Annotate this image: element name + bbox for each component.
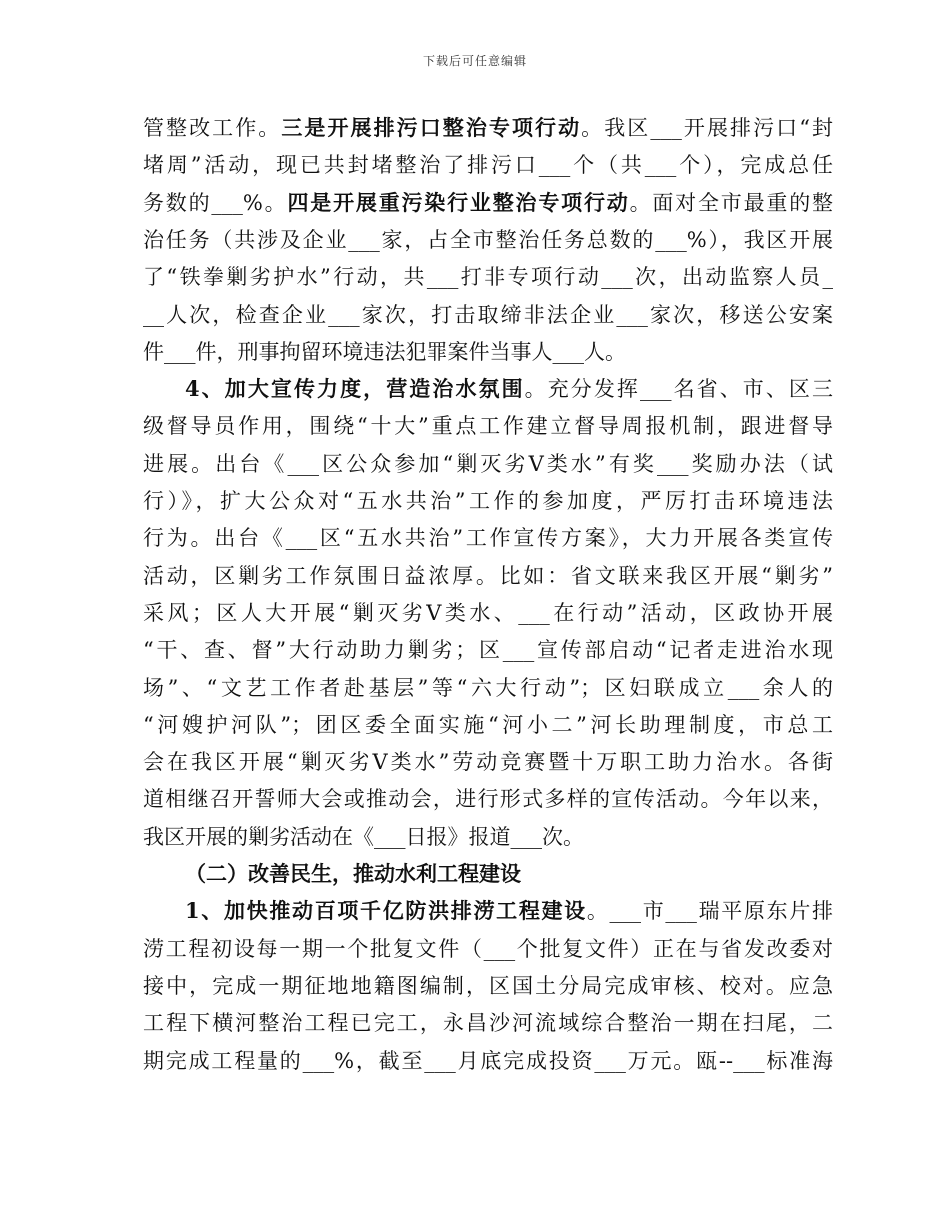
body-text-segment: “干、查、督”大行动助力剿劣；区___宣传部启动“记者走进治水现 — [143, 638, 833, 663]
bold-heading-text: 4、加大宣传力度，营造治水氛围 — [185, 376, 525, 402]
text-line — [143, 407, 833, 445]
body-text-segment: 我区开展的剿劣活动在《___日报》报道___次。 — [143, 824, 584, 849]
text-line — [143, 1004, 833, 1042]
text-line — [185, 855, 833, 893]
body-text-segment: 了“铁拳剿劣护水”行动，共___打非专项行动___次，出动监察人员_ — [143, 265, 833, 290]
text-line — [143, 669, 833, 707]
text-line — [143, 1042, 833, 1080]
bold-heading-text: 四是开展重污染行业整治专项行动 — [287, 189, 630, 215]
body-text-segment: 道相继召开誓师大会或推动会，进行形式多样的宣传活动。今年以来， — [143, 787, 833, 812]
body-text-segment: 级督导员作用，围绕“十大”重点工作建立督导周报机制，跟进督导 — [143, 414, 833, 439]
bold-heading-text: 三是开展排污口整治专项行动 — [281, 115, 582, 140]
body-text-segment: 。面对全市最重的整 — [629, 190, 833, 215]
body-text-segment: 场”、“文艺工作者赴基层”等“六大行动”；区妇联成立___余人的 — [143, 675, 833, 700]
body-text-segment: “河嫂护河队”；团区委全面实施“河小二”河长助理制度，市总工 — [143, 712, 833, 737]
text-line — [143, 109, 833, 147]
body-text-segment: 件___件，刑事拘留环境违法犯罪案件当事人___人。 — [143, 339, 626, 364]
text-line — [143, 146, 833, 184]
text-line — [185, 370, 833, 408]
text-line — [143, 818, 833, 856]
body-text-segment: 会在我区开展“剿灭劣Ⅴ类水”劳动竞赛暨十万职工助力治水。各街 — [143, 750, 833, 775]
text-line — [143, 967, 833, 1005]
text-line — [143, 557, 833, 595]
text-line — [143, 743, 833, 781]
text-line — [143, 519, 833, 557]
text-line — [143, 631, 833, 669]
text-line — [143, 780, 833, 818]
text-line — [143, 482, 833, 520]
body-text-segment: 。我区___开展排污口“封 — [581, 116, 834, 140]
text-line — [143, 221, 833, 259]
body-text-segment: 进展。出台《___区公众参加“剿灭劣Ⅴ类水”有奖___奖励办法（试 — [143, 451, 833, 476]
body-text-segment: 。充分发挥___名省、市、区三 — [524, 377, 833, 402]
body-text-segment: 期完成工程量的___%，截至___月底完成投资___万元。瓯--___标准海 — [143, 1048, 833, 1073]
text-line — [143, 258, 833, 296]
text-line — [143, 706, 833, 744]
text-line — [143, 594, 833, 632]
body-text-segment: 行为。出台《___区“五水共治”工作宣传方案》，大力开展各类宣传 — [143, 526, 833, 551]
body-text-segment: 治任务（共涉及企业___家，占全市整治任务总数的___%），我区开展 — [143, 227, 833, 252]
text-line — [143, 184, 833, 222]
bold-heading-text: （二）改善民生，推动水利工程建设 — [185, 861, 521, 886]
bold-heading-text: 1、加快推动百项千亿防洪排涝工程建设 — [185, 898, 587, 924]
body-text-segment: __人次，检查企业___家次，打击取缔非法企业___家次，移送公安案 — [143, 302, 833, 327]
body-text-segment: 涝工程初设每一期一个批复文件（___个批复文件）正在与省发改委对 — [143, 936, 833, 961]
text-line — [143, 930, 833, 968]
text-line — [143, 333, 833, 371]
body-text-segment: 堵周”活动，现已共封堵整治了排污口___个（共___个），完成总任 — [143, 153, 833, 178]
body-text-segment: 接中，完成一期征地地籍图编制，区国土分局完成审核、校对。应急 — [143, 973, 833, 998]
body-text-segment: 活动，区剿劣工作氛围日益浓厚。比如：省文联来我区开展“剿劣” — [143, 563, 833, 588]
text-line — [143, 296, 833, 334]
body-text-segment: 。___市___瑞平原东片排 — [586, 899, 833, 924]
body-text-segment: 行）》，扩大公众对“五水共治”工作的参加度，严厉打击环境违法 — [143, 489, 833, 513]
body-text-segment: 务数的___%。 — [143, 190, 288, 215]
body-text-segment: 工程下横河整治工程已完工，永昌沙河流域综合整治一期在扫尾，二 — [143, 1011, 833, 1036]
text-line — [143, 445, 833, 483]
body-text-segment: 管整改工作。 — [143, 116, 282, 140]
text-line — [185, 892, 833, 930]
body-text-segment: 采风；区人大开展“剿灭劣Ⅴ类水、___在行动”活动，区政协开展 — [143, 600, 833, 625]
page-header: 下载后可任意编辑 — [422, 54, 527, 68]
